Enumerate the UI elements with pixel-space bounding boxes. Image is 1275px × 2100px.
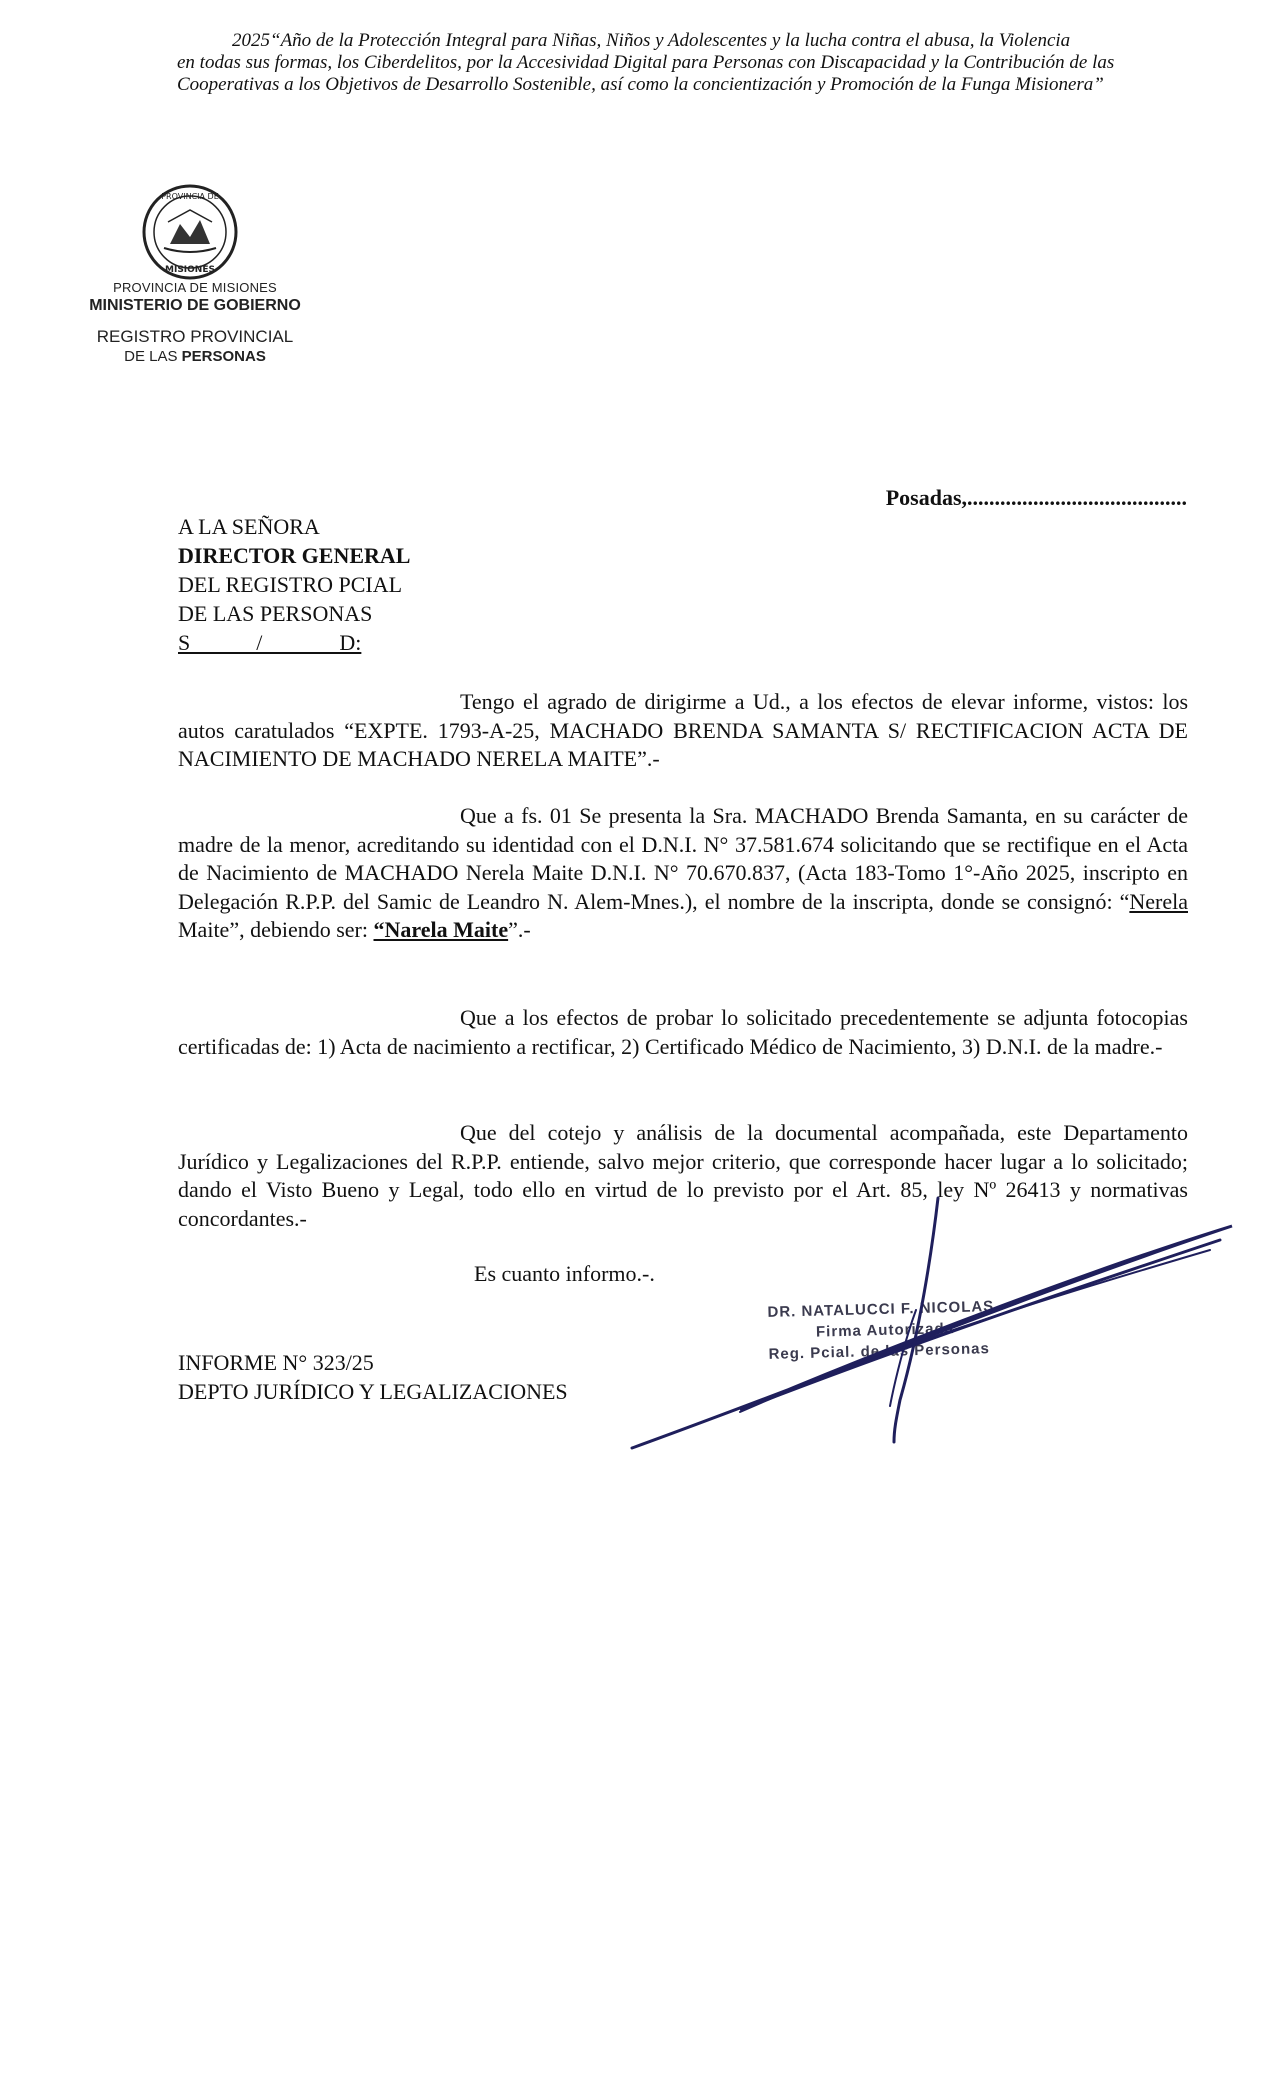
province-crest-icon <box>140 182 240 282</box>
body-paragraph-2 <box>178 802 1188 945</box>
body-paragraph-1 <box>178 688 1188 774</box>
place-date: Posadas,........................................ <box>885 485 1187 510</box>
handwritten-signature <box>620 1180 1240 1460</box>
crest-bottom-text: MISIONES <box>165 265 215 275</box>
recipient-line-2: DIRECTOR GENERAL <box>178 543 411 568</box>
org-registry: REGISTRO PROVINCIAL <box>96 327 294 346</box>
recipient-sd: S / D: <box>178 630 362 655</box>
org-registry-sub-b: PERSONAS <box>181 348 266 365</box>
paragraph-1-text: Tengo el agrado de dirigirme a Ud., a los efectos de elevar informe, vistos: los autos caratulados “EXPTE. 1793-A-25, MACHADO BRENDA SAMANTA S/ RECTIFICACION ACTA DE NACIMIENTO DE MACHADO NERELA MAITE”.- <box>178 689 1188 771</box>
crest-top-text: PROVINCIA DE <box>161 192 219 201</box>
report-number: INFORME N° 323/25 <box>178 1350 374 1375</box>
recipient-block <box>178 512 410 657</box>
stamp-role: Firma Autorizada <box>815 1320 955 1341</box>
org-province: PROVINCIA DE MISIONES <box>113 280 277 295</box>
recipient-line-4: DE LAS PERSONAS <box>178 601 373 626</box>
header-motto <box>177 30 1157 96</box>
org-ministry: MINISTERIO DE GOBIERNO <box>89 297 301 314</box>
paragraph-2-text-b: Maite”, debiendo ser: <box>178 917 374 942</box>
closing-line: Es cuanto informo.-. <box>474 1261 655 1286</box>
wrong-name: Nerela <box>1129 888 1188 914</box>
stamp-name: DR. NATALUCCI F. NICOLAS <box>767 1298 995 1321</box>
stamp-office: Reg. Pcial. de las Personas <box>768 1340 991 1363</box>
correct-name: “Narela Maite <box>373 917 509 942</box>
body-paragraph-3 <box>178 1004 1188 1061</box>
paragraph-4-text: Que del cotejo y análisis de la documental acompañada, este Departamento Jurídico y Legalizaciones del R.P.P. entiende, salvo mejor criterio, que corresponde hacer lugar a lo solicitado; dando el Visto Bueno y Legal, todo ello en virtud de lo previsto por el Art. 85, ley Nº 26413 y normativas concordantes.- <box>178 1120 1188 1231</box>
organization-block <box>55 280 335 366</box>
org-registry-sub-a: DE LAS <box>124 348 182 365</box>
recipient-line-1: A LA SEÑORA <box>178 514 320 539</box>
report-department: DEPTO JURÍDICO Y LEGALIZACIONES <box>178 1379 568 1404</box>
recipient-line-3: DEL REGISTRO PCIAL <box>178 572 403 597</box>
paragraph-2-text-a: Que a fs. 01 Se presenta la Sra. MACHADO Brenda Samanta, en su carácter de madre de la menor, acreditando su identidad con el D.N.I. N° 37.581.674 solicitando que se rectifique en el Acta de Nacimiento de MACHADO Nerela Maite D.N.I. N° 70.670.837, (Acta 183-Tomo 1°-Año 2025, inscripto en Delegación R.P.P. del Samic de Leandro N. Alem-Mnes.), el nombre de la inscripta, donde se consignó: “ <box>178 803 1188 914</box>
paragraph-2-text-c: ”.- <box>508 917 531 942</box>
paragraph-3-text: Que a los efectos de probar lo solicitado precedentemente se adjunta fotocopias certificadas de: 1) Acta de nacimiento a rectificar, 2) Certificado Médico de Nacimiento, 3) D.N.I. de la madre.- <box>178 1005 1188 1059</box>
motto-line-1: 2025“Año de la Protección Integral para Niñas, Niños y Adolescentes y la lucha contra el abusa, la Violencia <box>232 30 1071 51</box>
report-block <box>178 1348 568 1406</box>
motto-rest: en todas sus formas, los Ciberdelitos, por la Accesividad Digital para Personas con Discapacidad y la Contribución de las Cooperativas a los Objetivos de Desarrollo Sostenible, así como la concientización y Promoción de la Funga Misionera” <box>177 52 1115 95</box>
org-registry-sub <box>55 347 335 366</box>
